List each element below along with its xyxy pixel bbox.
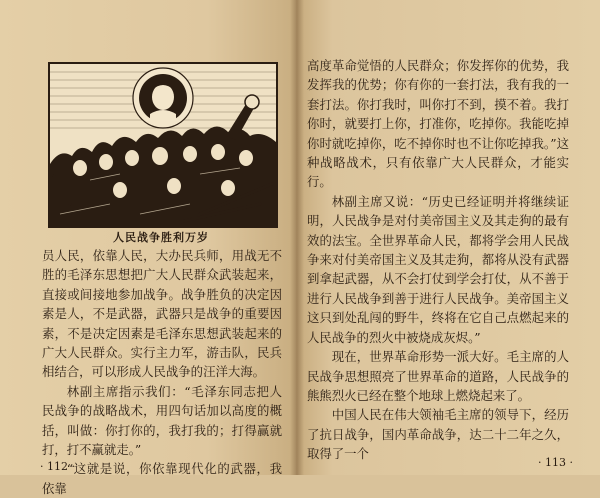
- right-page-body: [307, 56, 569, 464]
- paragraph: “这就是说，你依靠现代化的武器，我依靠: [42, 461, 282, 496]
- paragraph: 员人民，依靠人民，大办民兵师，用战无不胜的毛泽东思想把广大人民群众武装起来，直接或间接地参加战争。战争胜负的决定因素是人，不是武器，武器只是战争的重要因素，不是决定因素是毛泽东思想武装起来的广大人民群众。实行主力军，游击队，民兵相结合，可以形成人民战争的汪洋大海。: [42, 248, 282, 380]
- paragraph: 林副主席又说：“历史已经证明并将继续证明，人民战争是对付美帝国主义及其走狗的最有效的法宝。全世界革命人民，都将学会用人民战争来对付美帝国主义及其走狗，都将从没有武器到拿起武器，从不会打仗到学会打仗，从不善于进行人民战争到善于进行人民战争。美帝国主义这只到处乱闯的野牛，终将在它自己点燃起来的人民战争的烈火中被烧成灰烬。”: [307, 193, 569, 345]
- paragraph: 高度革命觉悟的人民群众；你发挥你的优势，我发挥我的优势；你有你的一套打法，我有我的一套打法。你打我时，叫你打不到，摸不着。我打你时，就要打上你，打准你，吃掉你。我能吃掉你时就吃掉你，吃不掉你时也不让你吃掉我。”这种战略战术，只有依靠广大人民群众，才能实行。: [307, 58, 569, 190]
- left-page: [0, 0, 296, 496]
- right-page: [296, 0, 600, 475]
- illustration-caption: 人民战争胜利万岁: [113, 231, 209, 244]
- woodcut-illustration: [48, 62, 278, 228]
- paragraph: 林副主席指示我们：“毛泽东同志把人民战争的战略战术，用四句话加以高度的概括，叫做：你打你的，我打我的；打得赢就打，打不赢就走。”: [42, 383, 282, 458]
- page-number-right: · 113 ·: [538, 456, 573, 469]
- left-page-body: [42, 246, 282, 498]
- page-number-left: · 112 ·: [40, 460, 75, 473]
- paragraph: 现在，世界革命形势一派大好。毛主席的人民战争思想照亮了世界革命的道路，人民战争的熊熊烈火已经在整个地球上燃烧起来了。: [307, 349, 569, 403]
- paragraph: 中国人民在伟大领袖毛主席的领导下，经历了抗日战争，国内革命战争，达二十二年之久，取得了一个: [307, 407, 569, 462]
- book-gutter: [290, 0, 304, 475]
